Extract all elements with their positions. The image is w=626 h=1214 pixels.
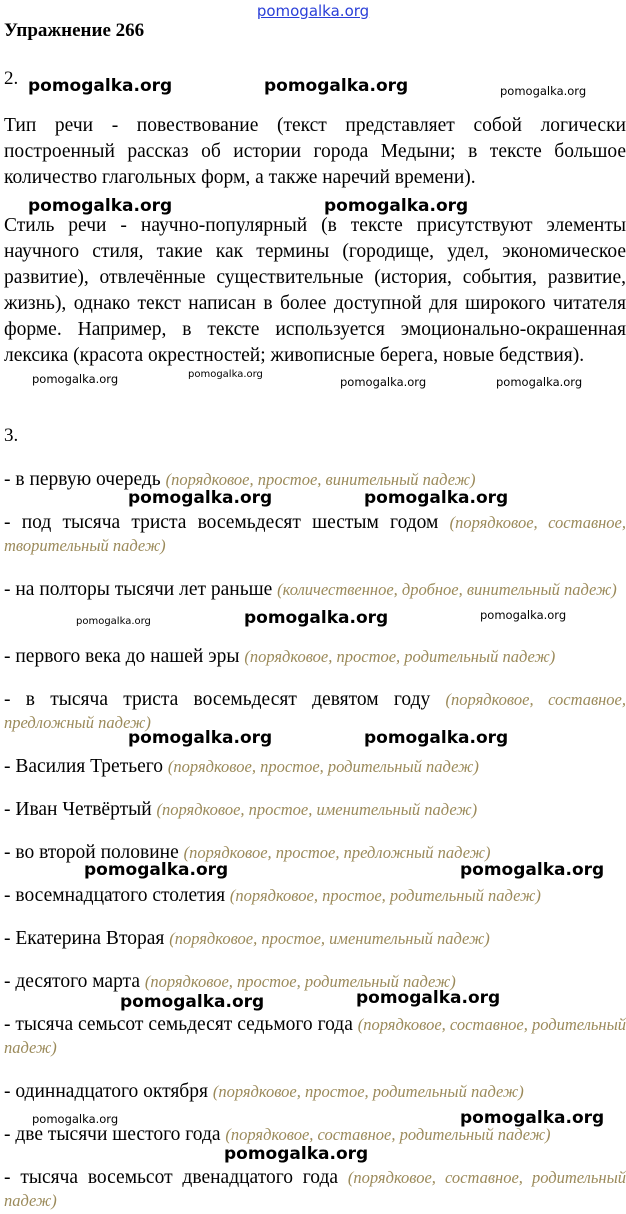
list-item-phrase: - тысяча семьсот семьдесят седьмого года bbox=[4, 1014, 353, 1035]
watermark: pomogalka.org bbox=[324, 196, 469, 216]
watermark: pomogalka.org bbox=[76, 616, 151, 627]
list-item bbox=[4, 755, 626, 778]
watermark: pomogalka.org bbox=[224, 1144, 369, 1164]
list-item bbox=[4, 578, 626, 601]
site-link[interactable]: pomogalka.org bbox=[256, 2, 370, 20]
list-item-phrase: - Василия Третьего bbox=[4, 756, 164, 777]
list-item bbox=[4, 1080, 626, 1103]
list-item-phrase: - в тысяча триста восемьдесят девятом году bbox=[4, 689, 431, 710]
watermark: pomogalka.org bbox=[28, 76, 173, 96]
watermark: pomogalka.org bbox=[364, 728, 509, 748]
list-item-note: (порядковое, простое, именительный падеж) bbox=[169, 929, 490, 948]
watermark: pomogalka.org bbox=[244, 608, 389, 628]
list-item bbox=[4, 970, 626, 993]
list-item-note: (количественное, дробное, винительный падеж) bbox=[277, 580, 617, 599]
list-item-phrase: - в первую очередь bbox=[4, 469, 161, 490]
paragraph-speech-style: Стиль речи - научно-популярный (в тексте присутствуют элементы научного стиля, такие как термины (городище, удел, экономическое развитие), отвлечённые существительные (история, события, развитие, жизнь), однако текст написан в более доступной для широкого читателя форме. Например, в тексте используется эмоционально-окрашенная лексика (красота окрестностей; живописные берега, новые бедствия). bbox=[4, 215, 626, 366]
page-title: Упражнение 266 bbox=[4, 20, 145, 41]
list-item-note: (порядковое, простое, родительный падеж) bbox=[167, 757, 479, 776]
watermark: pomogalka.org bbox=[480, 608, 567, 622]
list-item-phrase: - первого века до нашей эры bbox=[4, 646, 240, 667]
watermark: pomogalka.org bbox=[32, 372, 119, 386]
list-item bbox=[4, 1013, 626, 1059]
list-item bbox=[4, 798, 626, 821]
list-item bbox=[4, 1166, 626, 1212]
list-item-phrase: - десятого марта bbox=[4, 971, 140, 992]
list-item-phrase: - во второй половине bbox=[4, 842, 179, 863]
list-item-phrase: - восемнадцатого столетия bbox=[4, 885, 226, 906]
list-item-phrase: - Иван Четвёртый bbox=[4, 799, 152, 820]
watermark: pomogalka.org bbox=[128, 488, 273, 508]
watermark: pomogalka.org bbox=[496, 375, 583, 389]
list-item-phrase: - на полторы тысячи лет раньше bbox=[4, 579, 273, 600]
list-item bbox=[4, 688, 626, 734]
list-item bbox=[4, 468, 626, 491]
watermark: pomogalka.org bbox=[356, 988, 501, 1008]
list-item-phrase: - под тысяча триста восемьдесят шестым годом bbox=[4, 512, 439, 533]
list-item-phrase: - тысяча восемьсот двенадцатого года bbox=[4, 1167, 339, 1188]
watermark: pomogalka.org bbox=[120, 992, 265, 1012]
list-item-note: (порядковое, составное, родительный падеж) bbox=[4, 1015, 626, 1057]
section-number-2: 2. bbox=[4, 68, 19, 89]
watermark: pomogalka.org bbox=[84, 860, 229, 880]
section-number-3: 3. bbox=[4, 425, 19, 446]
list-item-phrase: - одиннадцатого октября bbox=[4, 1081, 208, 1102]
watermark: pomogalka.org bbox=[500, 84, 587, 98]
paragraph-speech-type: Тип речи - повествование (текст представляет собой логически построенный рассказ об истории города Медыни; в тексте большое количество глагольных форм, а также наречий времени). bbox=[4, 115, 626, 188]
watermark: pomogalka.org bbox=[264, 76, 409, 96]
list-item bbox=[4, 884, 626, 907]
list-item-note: (порядковое, составное, предложный падеж) bbox=[4, 690, 626, 732]
list-item-note: (порядковое, простое, родительный падеж) bbox=[212, 1082, 524, 1101]
watermark: pomogalka.org bbox=[188, 369, 263, 380]
list-item-note: (порядковое, простое, винительный падеж) bbox=[165, 470, 476, 489]
list-item-note: (порядковое, составное, творительный падеж) bbox=[4, 513, 626, 555]
list-item-note: (порядковое, простое, родительный падеж) bbox=[244, 647, 556, 666]
list-item-note: (порядковое, составное, родительный падеж) bbox=[4, 1168, 626, 1210]
list-item-note: (порядковое, простое, родительный падеж) bbox=[229, 886, 541, 905]
list-item-note: (порядковое, составное, родительный падеж) bbox=[225, 1125, 551, 1144]
watermark: pomogalka.org bbox=[364, 488, 509, 508]
list-item-note: (порядковое, простое, именительный падеж) bbox=[156, 800, 478, 819]
watermark: pomogalka.org bbox=[128, 728, 273, 748]
watermark: pomogalka.org bbox=[340, 375, 427, 389]
list-item-note: (порядковое, простое, предложный падеж) bbox=[183, 843, 491, 862]
list-item bbox=[4, 511, 626, 557]
list-item bbox=[4, 645, 626, 668]
watermark: pomogalka.org bbox=[32, 1112, 119, 1126]
list-item-phrase: - Екатерина Вторая bbox=[4, 928, 165, 949]
watermark: pomogalka.org bbox=[460, 860, 605, 880]
list-item-note: (порядковое, простое, родительный падеж) bbox=[144, 972, 456, 991]
watermark: pomogalka.org bbox=[28, 196, 173, 216]
list-item-phrase: - две тысячи шестого года bbox=[4, 1124, 221, 1145]
watermark: pomogalka.org bbox=[460, 1108, 605, 1128]
list-item bbox=[4, 927, 626, 950]
